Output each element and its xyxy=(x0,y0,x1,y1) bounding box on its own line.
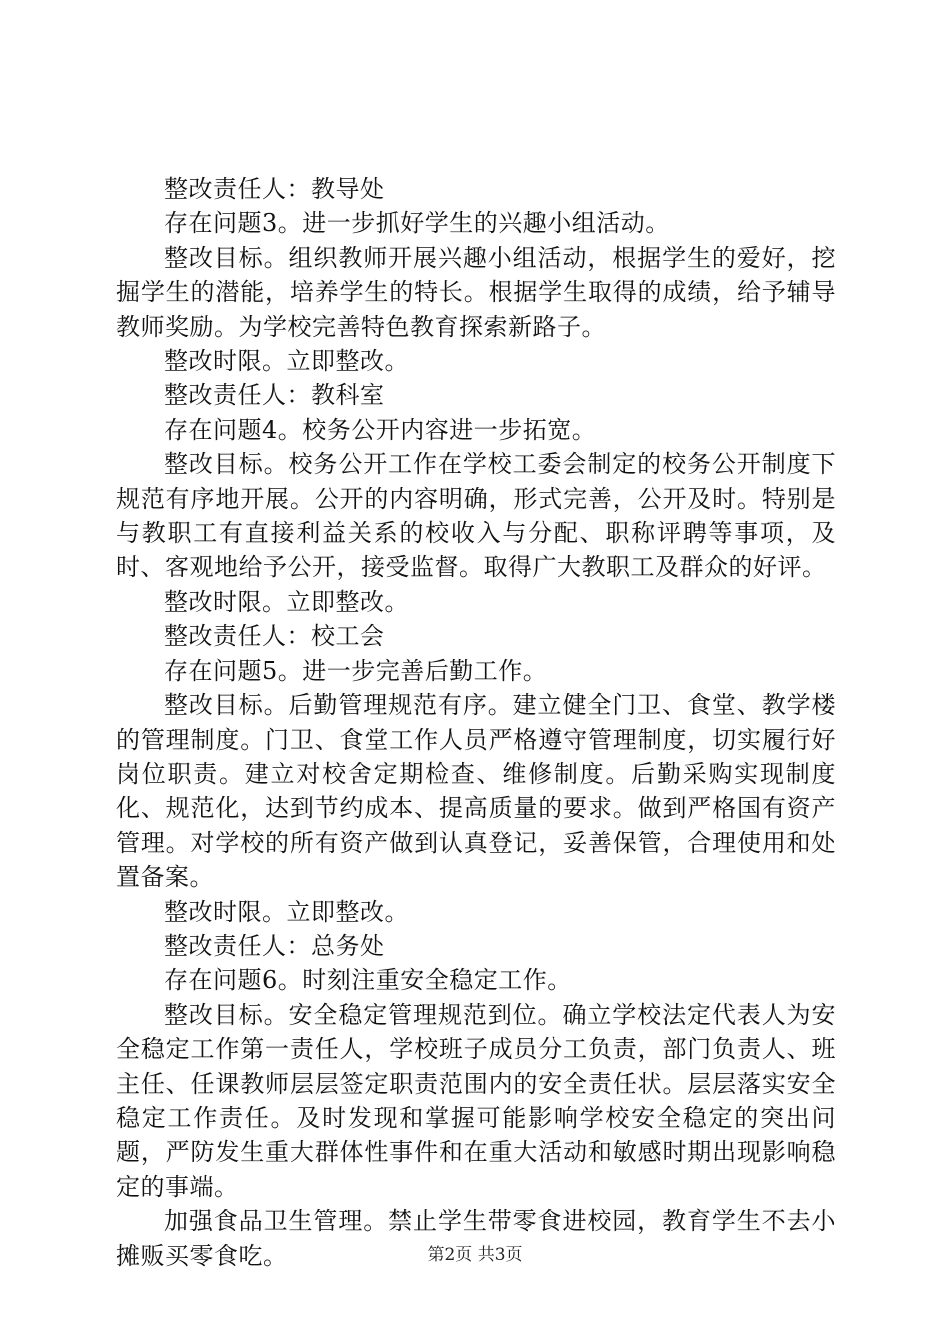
paragraph-16: 加强食品卫生管理。禁止学生带零食进校园，教育学生不去小摊贩买零食吃。 xyxy=(116,1207,836,1270)
paragraph-8: 整改时限。立即整改。 xyxy=(164,587,409,616)
paragraph-3: 整改目标。组织教师开展兴趣小组活动，根据学生的爱好，挖掘学生的潜能，培养学生的特长。根据学生取得的成绩，给予辅导教师奖励。为学校完善特色教育探索新路子。 xyxy=(116,243,836,341)
document-body xyxy=(116,172,836,1273)
paragraph-7: 整改目标。校务公开工作在学校工委会制定的校务公开制度下规范有序地开展。公开的内容明确，形式完善，公开及时。特别是与教职工有直接利益关系的校收入与分配、职称评聘等事项，及时、客观地给予公开，接受监督。取得广大教职工及群众的好评。 xyxy=(116,450,836,582)
paragraph-9: 整改责任人：校工会 xyxy=(164,622,385,651)
paragraph-6: 存在问题4。校务公开内容进一步拓宽。 xyxy=(164,415,597,444)
page-footer: 第2页 共3页 xyxy=(427,1245,523,1265)
paragraph-2: 存在问题3。进一步抓好学生的兴趣小组活动。 xyxy=(164,209,670,238)
paragraph-12: 整改时限。立即整改。 xyxy=(164,897,409,926)
paragraph-15: 整改目标。安全稳定管理规范到位。确立学校法定代表人为安全稳定工作第一责任人，学校班子成员分工负责，部门负责人、班主任、任课教师层层签定职责范围内的安全责任状。层层落实安全稳定工作责任。及时发现和掌握可能影响学校安全稳定的突出问题，严防发生重大群体性事件和在重大活动和敏感时期出现影响稳定的事端。 xyxy=(116,1000,836,1201)
paragraph-5: 整改责任人：教科室 xyxy=(164,381,385,410)
paragraph-4: 整改时限。立即整改。 xyxy=(164,347,409,376)
paragraph-1: 整改责任人：教导处 xyxy=(164,175,385,203)
paragraph-13: 整改责任人：总务处 xyxy=(164,931,385,960)
paragraph-14: 存在问题6。时刻注重安全稳定工作。 xyxy=(164,966,572,995)
paragraph-10: 存在问题5。进一步完善后勤工作。 xyxy=(164,656,548,685)
paragraph-11: 整改目标。后勤管理规范有序。建立健全门卫、食堂、教学楼的管理制度。门卫、食堂工作人员严格遵守管理制度，切实履行好岗位职责。建立对校舍定期检查、维修制度。后勤采购实现制度化、规范化，达到节约成本、提高质量的要求。做到严格国有资产管理。对学校的所有资产做到认真登记，妥善保管，合理使用和处置备案。 xyxy=(116,691,836,892)
